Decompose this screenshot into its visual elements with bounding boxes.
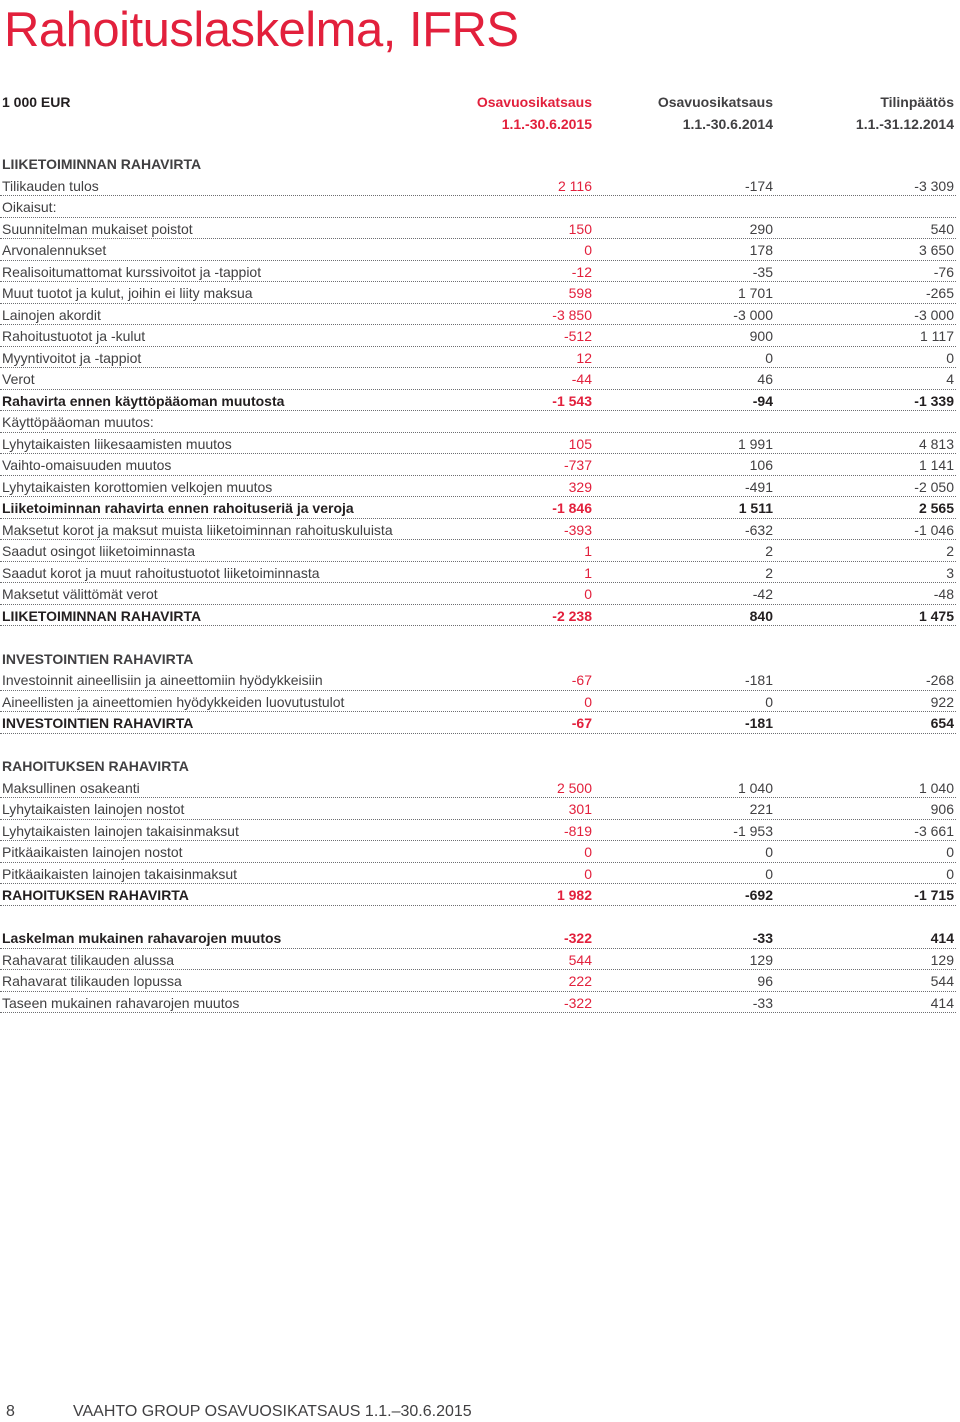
value-2015-h1: -67 — [571, 672, 592, 688]
value-2015-h1: 2 116 — [558, 177, 592, 194]
table-row — [0, 821, 960, 843]
value-2014-fy: -268 — [925, 672, 954, 688]
spacer-row — [0, 735, 960, 757]
row-label: Maksetut välittömät verot — [2, 586, 158, 602]
value-2014-fy: 3 650 — [918, 242, 954, 258]
value-2015-h1: 105 — [568, 435, 592, 452]
table-row — [0, 864, 960, 886]
value-2015-h1: -3 850 — [552, 306, 592, 323]
row-label: Rahoitustuotot ja -kulut — [2, 328, 146, 344]
value-2015-h1: -1 543 — [552, 392, 592, 409]
section-heading — [0, 756, 960, 778]
value-2015-h1: 150 — [568, 220, 592, 237]
value-2014-fy: 414 — [930, 930, 954, 946]
column-header-line1: Tilinpäätös — [880, 94, 954, 110]
value-2014-h1: 46 — [757, 371, 773, 387]
page-number: 8 — [6, 1403, 15, 1420]
table-row — [0, 799, 960, 821]
value-2014-h1: 221 — [749, 801, 773, 817]
value-2014-h1: 2 — [765, 564, 773, 581]
row-label: Pitkäaikaisten lainojen takaisinmaksut — [2, 865, 238, 882]
value-2014-h1: -174 — [744, 177, 773, 194]
row-label: Lyhytaikaisten lainojen takaisinmaksut — [2, 822, 239, 839]
column-header-full-year — [754, 92, 954, 135]
row-label: Lyhytaikaisten lainojen nostot — [2, 801, 185, 817]
value-2014-fy: 1 141 — [918, 457, 954, 473]
row-label: RAHOITUKSEN RAHAVIRTA — [2, 887, 189, 903]
column-header-line1: Osavuosikatsaus — [657, 94, 773, 110]
value-2015-h1: -393 — [563, 521, 592, 538]
value-2014-fy: -1 339 — [914, 392, 954, 409]
spacer-row — [0, 907, 960, 929]
value-2014-fy: 2 565 — [918, 500, 954, 516]
row-label: Lyhytaikaisten liikesaamisten muutos — [2, 435, 232, 452]
value-2014-h1: -33 — [752, 994, 773, 1011]
value-2014-h1: 1 040 — [737, 779, 773, 796]
value-2014-fy: 0 — [946, 349, 954, 366]
value-2014-h1: -33 — [752, 930, 773, 946]
value-2015-h1: 2 500 — [556, 779, 592, 796]
value-2015-h1: -819 — [563, 822, 592, 839]
row-label: Saadut osingot liiketoiminnasta — [2, 543, 196, 559]
currency-unit: 1 000 EUR — [2, 94, 71, 110]
table-row — [0, 670, 960, 692]
row-label: RAHOITUKSEN RAHAVIRTA — [2, 758, 189, 774]
value-2015-h1: -12 — [571, 263, 592, 280]
row-label: Lainojen akordit — [2, 306, 101, 323]
value-2014-h1: -1 953 — [733, 822, 773, 839]
table-row — [0, 778, 960, 800]
value-2014-fy: -48 — [933, 586, 954, 602]
value-2014-fy: 1 040 — [918, 779, 954, 796]
value-2014-h1: -692 — [744, 887, 773, 903]
subtotal-row — [0, 606, 960, 628]
value-2015-h1: 1 — [584, 543, 592, 559]
table-row — [0, 348, 960, 370]
table-row — [0, 520, 960, 542]
row-label: Verot — [2, 371, 35, 387]
value-2014-fy: 906 — [930, 801, 954, 817]
row-label: Investoinnit aineellisiin ja aineettomiin hyödykkeisiin — [2, 672, 323, 688]
value-2014-fy: 1 117 — [920, 328, 954, 344]
table-row — [0, 240, 960, 262]
column-header-line2: 1.1.-30.6.2014 — [682, 115, 773, 132]
table-row — [0, 197, 960, 219]
value-2014-fy: -2 050 — [914, 478, 954, 495]
column-header-line1: Osavuosikatsaus — [476, 94, 592, 110]
column-header — [0, 92, 960, 136]
value-2015-h1: -322 — [563, 930, 592, 946]
value-2014-fy: 0 — [946, 865, 954, 882]
footer-text: VAAHTO GROUP OSAVUOSIKATSAUS 1.1.–30.6.2015 — [73, 1403, 472, 1420]
row-label: Vaihto-omaisuuden muutos — [2, 457, 172, 473]
row-label: Pitkäaikaisten lainojen nostot — [2, 844, 183, 860]
table-row — [0, 993, 960, 1015]
value-2014-h1: 0 — [765, 349, 773, 366]
value-2015-h1: 1 982 — [556, 887, 592, 903]
table-row — [0, 541, 960, 563]
value-2014-fy: 654 — [930, 715, 954, 731]
value-2014-fy: -3 661 — [914, 822, 954, 839]
value-2014-h1: 2 — [765, 543, 773, 559]
row-label: Muut tuotot ja kulut, joihin ei liity maksua — [2, 285, 253, 301]
row-label: Maksetut korot ja maksut muista liiketoiminnan rahoituskuluista — [2, 521, 393, 538]
value-2014-h1: 900 — [749, 328, 773, 344]
row-label: Saadut korot ja muut rahoitustuotot liiketoiminnasta — [2, 564, 320, 581]
table-row — [0, 584, 960, 606]
value-2014-h1: 0 — [765, 844, 773, 860]
value-2015-h1: 12 — [576, 349, 592, 366]
row-label: Maksullinen osakeanti — [2, 779, 140, 796]
row-label: Tilikauden tulos — [2, 177, 99, 194]
value-2014-fy: 1 475 — [918, 607, 954, 624]
value-2015-h1: -737 — [563, 457, 592, 473]
table-row — [0, 950, 960, 972]
value-2014-h1: 0 — [765, 693, 773, 710]
row-label: LIIKETOIMINNAN RAHAVIRTA — [2, 156, 202, 172]
section-heading — [0, 154, 960, 176]
row-label: Rahavarat tilikauden alussa — [2, 951, 174, 968]
table-row — [0, 305, 960, 327]
row-label: Lyhytaikaisten korottomien velkojen muutos — [2, 478, 273, 495]
subtotal-row — [0, 713, 960, 735]
value-2014-fy: -3 309 — [914, 177, 954, 194]
value-2015-h1: 544 — [568, 951, 592, 968]
table-row — [0, 434, 960, 456]
row-label: Rahavarat tilikauden lopussa — [2, 973, 182, 989]
value-2014-fy: 0 — [946, 844, 954, 860]
value-2015-h1: 0 — [584, 693, 592, 710]
value-2015-h1: 0 — [584, 844, 592, 860]
value-2014-fy: -3 000 — [914, 306, 954, 323]
table-row — [0, 262, 960, 284]
spacer-row — [0, 627, 960, 649]
table-row — [0, 692, 960, 714]
value-2014-h1: 1 991 — [737, 435, 773, 452]
value-2014-h1: 96 — [757, 973, 773, 989]
row-label: Rahavirta ennen käyttöpääoman muutosta — [2, 392, 285, 409]
value-2015-h1: -2 238 — [552, 607, 592, 624]
value-2015-h1: 0 — [584, 865, 592, 882]
row-label: INVESTOINTIEN RAHAVIRTA — [2, 650, 194, 667]
value-2014-fy: -76 — [933, 263, 954, 280]
value-2014-fy: 540 — [930, 220, 954, 237]
value-2014-h1: 290 — [749, 220, 773, 237]
row-label: LIIKETOIMINNAN RAHAVIRTA — [2, 607, 202, 624]
value-2015-h1: -322 — [563, 994, 592, 1011]
value-2014-fy: 129 — [930, 951, 954, 968]
table-row — [0, 455, 960, 477]
value-2015-h1: -44 — [571, 371, 592, 387]
column-header-line2: 1.1.-31.12.2014 — [855, 115, 954, 132]
row-label: Laskelman mukainen rahavarojen muutos — [2, 930, 282, 946]
value-2014-fy: -1 046 — [914, 521, 954, 538]
subtotal-row — [0, 885, 960, 907]
row-label: Taseen mukainen rahavarojen muutos — [2, 994, 240, 1011]
value-2014-fy: 922 — [930, 693, 954, 710]
value-2015-h1: 301 — [568, 801, 592, 817]
table-row — [0, 326, 960, 348]
value-2015-h1: -1 846 — [552, 500, 592, 516]
table-row — [0, 176, 960, 198]
value-2014-h1: 129 — [749, 951, 773, 968]
row-label: Arvonalennukset — [2, 242, 107, 258]
row-label: Liiketoiminnan rahavirta ennen rahoituseriä ja veroja — [2, 500, 354, 516]
subtotal-row — [0, 928, 960, 950]
value-2014-h1: 1 511 — [738, 500, 773, 516]
row-label: Oikaisut: — [2, 199, 57, 215]
table-row — [0, 219, 960, 241]
row-label: Aineellisten ja aineettomien hyödykkeiden luovutustulot — [2, 693, 345, 710]
table-row — [0, 477, 960, 499]
value-2014-h1: 178 — [749, 242, 773, 258]
value-2015-h1: 0 — [584, 242, 592, 258]
table-row — [0, 283, 960, 305]
value-2015-h1: 222 — [568, 973, 592, 989]
value-2014-h1: -3 000 — [733, 306, 773, 323]
value-2014-h1: 106 — [749, 457, 773, 473]
value-2014-fy: 544 — [930, 973, 954, 989]
value-2015-h1: 598 — [568, 285, 592, 301]
table-row — [0, 842, 960, 864]
value-2014-fy: 4 — [946, 371, 954, 387]
value-2014-fy: 4 813 — [918, 435, 954, 452]
value-2015-h1: -67 — [571, 715, 592, 731]
column-header-current-period — [392, 92, 592, 135]
value-2014-h1: -632 — [744, 521, 773, 538]
value-2014-h1: -35 — [752, 263, 773, 280]
section-heading — [0, 649, 960, 671]
table-row — [0, 369, 960, 391]
value-2014-h1: 0 — [765, 865, 773, 882]
row-label: Suunnitelman mukaiset poistot — [2, 220, 193, 237]
value-2014-fy: -265 — [925, 285, 954, 301]
value-2014-fy: 414 — [930, 994, 954, 1011]
value-2014-h1: -181 — [744, 672, 773, 688]
row-label: Myyntivoitot ja -tappiot — [2, 349, 142, 366]
page-title: Rahoituslaskelma, IFRS — [4, 3, 519, 57]
value-2014-h1: -94 — [752, 392, 773, 409]
value-2014-h1: -42 — [752, 586, 773, 602]
subtotal-row — [0, 391, 960, 413]
value-2015-h1: -512 — [563, 328, 592, 344]
table-row — [0, 412, 960, 434]
column-header-line2: 1.1.-30.6.2015 — [501, 115, 592, 132]
value-2014-h1: 840 — [749, 607, 773, 624]
value-2015-h1: 1 — [584, 564, 592, 581]
table-row — [0, 563, 960, 585]
table-row — [0, 971, 960, 993]
value-2015-h1: 0 — [584, 586, 592, 602]
value-2014-fy: -1 715 — [914, 887, 954, 903]
column-header-prior-period — [573, 92, 773, 135]
cash-flow-table — [0, 154, 960, 1014]
row-label: Käyttöpääoman muutos: — [2, 414, 154, 430]
value-2014-h1: 1 701 — [737, 285, 773, 301]
subtotal-row — [0, 498, 960, 520]
value-2015-h1: 329 — [568, 478, 592, 495]
value-2014-fy: 2 — [946, 543, 954, 559]
row-label: INVESTOINTIEN RAHAVIRTA — [2, 715, 194, 731]
value-2014-h1: -181 — [744, 715, 773, 731]
value-2014-h1: -491 — [744, 478, 773, 495]
row-label: Realisoitumattomat kurssivoitot ja -tappiot — [2, 263, 262, 280]
value-2014-fy: 3 — [946, 564, 954, 581]
